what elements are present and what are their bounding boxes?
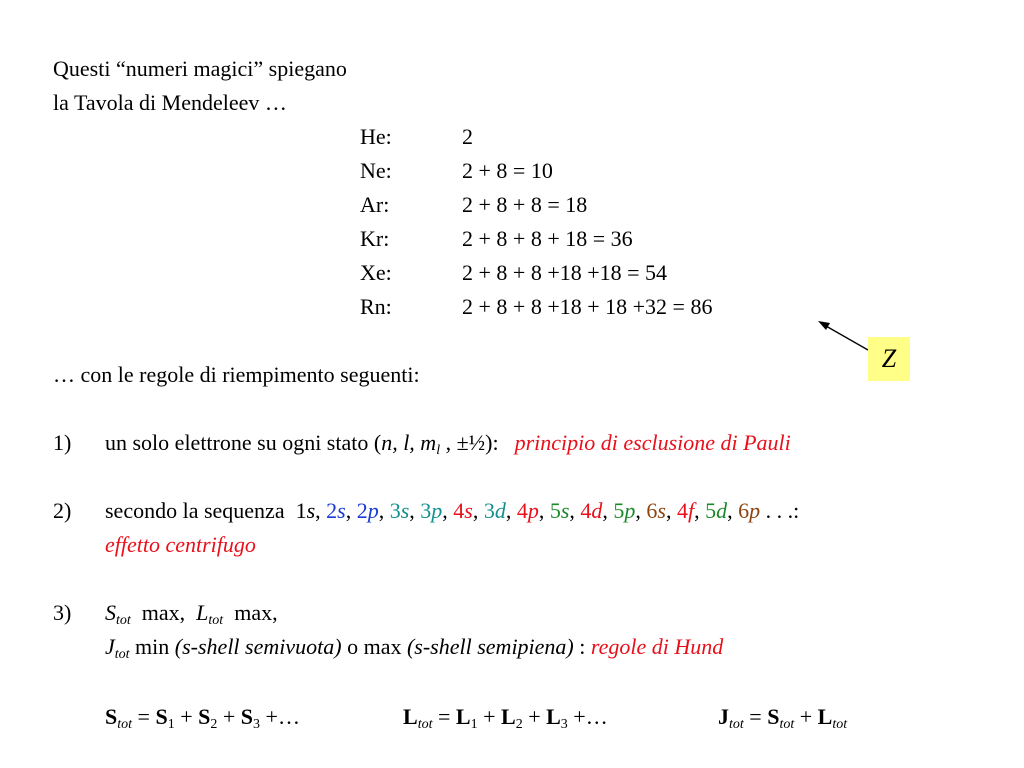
s-total-formula: $S_{tot} = S_1 + S_2 + S_3$ +… xyxy=(105,704,300,732)
s-tot-symbol: S xyxy=(105,600,116,625)
j-tot-symbol: J xyxy=(105,634,115,659)
rule-3-line-1 xyxy=(105,600,278,628)
tot-subscript: tot xyxy=(116,613,131,628)
rules-intro: … con le regole di riempimento seguenti: xyxy=(53,362,420,387)
element-symbol: Ne: xyxy=(360,158,392,183)
sequence-ellipsis: . . .: xyxy=(760,498,800,523)
l-total-formula: $L_{tot} = L_1 + L_2 + L_3$ +… xyxy=(403,704,608,732)
z-label-box xyxy=(868,337,910,381)
element-symbol: Xe: xyxy=(360,260,392,285)
formula-s-total xyxy=(105,704,300,732)
orbital-3p: 3p xyxy=(420,498,443,523)
semipiena: (s-shell semipiena) xyxy=(406,634,574,659)
orbital-6s: 6s xyxy=(646,498,666,523)
element-symbol: Ar: xyxy=(360,192,390,217)
formula-j-total xyxy=(718,704,848,732)
orbital-5p: 5p xyxy=(613,498,636,523)
orbital-4s: 4s xyxy=(453,498,473,523)
tot-subscript: tot xyxy=(208,613,224,628)
l-max: max, xyxy=(234,600,278,625)
quantum-number-subscript: l xyxy=(436,443,441,458)
rule-2-name xyxy=(105,534,256,556)
o-max: o max xyxy=(347,634,402,659)
pauli-principle: principio di esclusione di Pauli xyxy=(514,430,791,455)
element-symbol: Kr: xyxy=(360,226,390,251)
intro-line-2: la Tavola di Mendeleev … xyxy=(53,90,287,115)
semivuota: (s-shell semivuota) xyxy=(174,634,342,659)
orbital-4p: 4p xyxy=(516,498,539,523)
orbital-3s: 3s xyxy=(389,498,410,523)
element-formula: 2 + 8 = 10 xyxy=(462,158,553,183)
element-formula: 2 + 8 + 8 +18 +18 = 54 xyxy=(462,260,668,285)
tot-subscript: tot xyxy=(114,647,130,662)
rule-1-number: 1) xyxy=(53,430,72,455)
orbital-3d: 3d xyxy=(483,498,506,523)
j-total-formula: $J_{tot} = S_{tot} + L_{tot}$ xyxy=(718,704,848,732)
z-label: Z xyxy=(881,344,897,373)
rule-2-number: 2) xyxy=(53,498,72,523)
element-formula: 2 xyxy=(462,124,473,149)
hund-rules: regole di Hund xyxy=(590,634,724,659)
orbital-2p: 2p xyxy=(356,498,379,523)
element-symbol: Rn: xyxy=(360,294,392,319)
orbital-5d: 5d xyxy=(705,498,728,523)
quantum-numbers: n, l, m xyxy=(381,430,437,455)
colon: : xyxy=(579,634,586,659)
spin-value: , ±½): xyxy=(440,430,499,455)
orbital-sequence: 1s, 2s, 2p, 3s, 3p, 4s, 3d, 4p, 5s, 4d, 5p, 6s, 4f, 5d, 6p xyxy=(295,498,761,523)
orbital-2s: 2s xyxy=(326,498,346,523)
orbital-6p: 6p xyxy=(738,498,761,523)
rule-3-line-2 xyxy=(105,634,724,662)
orbital-4d: 4d xyxy=(580,498,603,523)
element-symbol: He: xyxy=(360,124,392,149)
formula-l-total xyxy=(403,704,608,732)
intro-line-1: Questi “numeri magici” spiegano xyxy=(53,56,347,81)
element-formula: 2 + 8 + 8 = 18 xyxy=(462,192,588,217)
s-max: max, xyxy=(141,600,186,625)
orbital-4f: 4f xyxy=(676,498,695,523)
rule-1-text: un solo elettrone su ogni stato ( xyxy=(105,430,382,455)
rule-2-text: secondo la sequenza xyxy=(105,498,285,523)
j-min: min xyxy=(135,634,170,659)
element-formula: 2 + 8 + 8 +18 + 18 +32 = 86 xyxy=(462,294,713,319)
orbital-5s: 5s xyxy=(549,498,570,523)
rule-1 xyxy=(105,430,791,458)
rule-3-number: 3) xyxy=(53,600,72,625)
orbital-1s: 1s xyxy=(295,498,316,523)
rule-2 xyxy=(105,500,799,522)
element-formula: 2 + 8 + 8 + 18 = 36 xyxy=(462,226,633,251)
l-tot-symbol: L xyxy=(196,600,209,625)
centrifugal-effect: effetto centrifugo xyxy=(105,532,256,557)
